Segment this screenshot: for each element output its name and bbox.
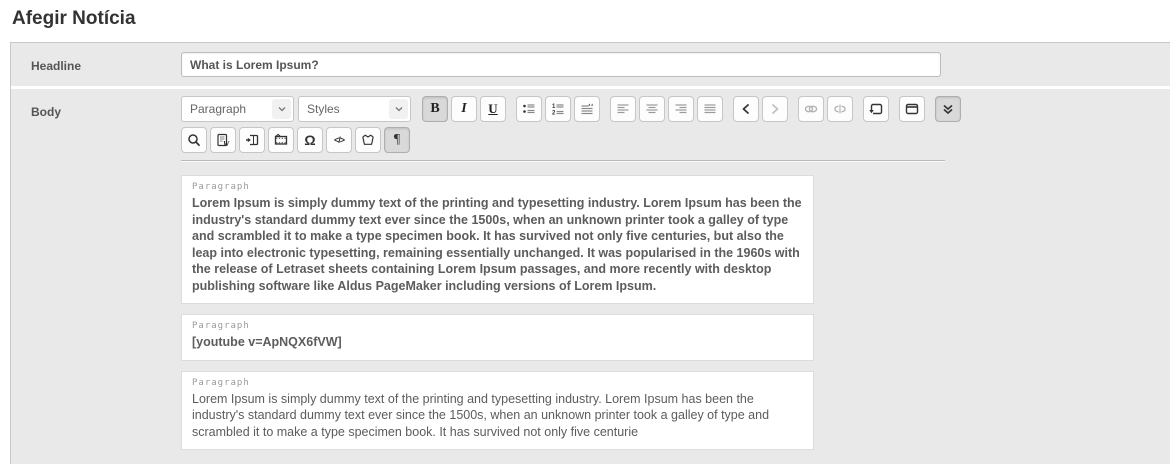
undo-icon bbox=[738, 101, 754, 117]
block-type-label: Paragraph bbox=[192, 321, 250, 331]
svg-text:1: 1 bbox=[552, 104, 556, 110]
headline-label: Headline bbox=[31, 59, 82, 73]
redo-icon bbox=[767, 101, 783, 117]
italic-button[interactable] bbox=[451, 96, 477, 122]
align-left-icon bbox=[615, 101, 631, 117]
cleanup-tub-icon bbox=[360, 132, 376, 148]
blockquote-button[interactable] bbox=[574, 96, 600, 122]
embed-button[interactable] bbox=[863, 96, 889, 122]
insert-media-button[interactable] bbox=[268, 127, 294, 153]
bold-button[interactable] bbox=[422, 96, 448, 122]
cleanup-button[interactable] bbox=[355, 127, 381, 153]
numbered-list-icon bbox=[550, 101, 566, 117]
chevron-down-icon bbox=[389, 99, 408, 119]
toolbar-divider bbox=[181, 160, 945, 162]
fullscreen-button[interactable] bbox=[899, 96, 925, 122]
unlink-button[interactable] bbox=[827, 96, 853, 122]
align-justify-button[interactable] bbox=[697, 96, 723, 122]
insert-image-button[interactable] bbox=[239, 127, 265, 153]
unlink-icon bbox=[832, 101, 848, 117]
paragraph-text[interactable]: [youtube v=ApNQX6fVW] bbox=[192, 335, 342, 349]
numbered-list-button[interactable] bbox=[545, 96, 571, 122]
redo-button[interactable] bbox=[762, 96, 788, 122]
paste-word-button[interactable] bbox=[210, 127, 236, 153]
paragraph-block[interactable] bbox=[181, 314, 814, 361]
chevron-down-icon bbox=[272, 99, 291, 119]
styles-select[interactable] bbox=[298, 96, 411, 122]
link-button[interactable] bbox=[798, 96, 824, 122]
format-select[interactable] bbox=[181, 96, 294, 122]
visual-blocks-button[interactable] bbox=[384, 127, 410, 153]
search-button[interactable] bbox=[181, 127, 207, 153]
page-title: Afegir Notícia bbox=[12, 8, 136, 29]
double-chevron-down-icon bbox=[940, 101, 956, 117]
body-row bbox=[11, 89, 1170, 464]
headline-input[interactable] bbox=[181, 52, 941, 77]
align-left-button[interactable] bbox=[610, 96, 636, 122]
bullet-list-icon bbox=[521, 101, 537, 117]
add-news-form bbox=[10, 42, 1170, 464]
styles-select-value: Styles bbox=[307, 102, 340, 116]
media-filmstrip-icon bbox=[273, 132, 289, 148]
omega-icon: Ω bbox=[304, 132, 316, 148]
block-type-label: Paragraph bbox=[192, 182, 250, 192]
window-icon bbox=[904, 101, 920, 117]
paragraph-block[interactable] bbox=[181, 175, 814, 304]
underline-button[interactable] bbox=[480, 96, 506, 122]
undo-button[interactable] bbox=[733, 96, 759, 122]
link-icon bbox=[803, 101, 819, 117]
pilcrow-icon: ¶ bbox=[393, 132, 401, 147]
blockquote-icon bbox=[579, 101, 595, 117]
align-right-button[interactable] bbox=[668, 96, 694, 122]
source-code-button[interactable] bbox=[326, 127, 352, 153]
editor-content-area[interactable] bbox=[181, 175, 1154, 450]
paragraph-text[interactable]: Lorem Ipsum is simply dummy text of the printing and typesetting industry. Lorem Ipsum has been the industry's standard dummy text ever since the 1500s, when an unknown printer took a galley of type and scrambled it to make a type specimen book. It has survived not only five centuries, but also the leap into electronic typesetting, remaining essentially unchanged. It was popularised in the 1960s with the release of Letraset sheets containing Lorem Ipsum passages, and more recently with desktop publishing software like Aldus PageMaker including versions of Lorem Ipsum. bbox=[192, 196, 802, 293]
underline-icon: U bbox=[488, 101, 498, 116]
block-type-label: Paragraph bbox=[192, 377, 250, 388]
svg-text:W: W bbox=[223, 140, 230, 148]
bullet-list-button[interactable] bbox=[516, 96, 542, 122]
format-select-value: Paragraph bbox=[190, 102, 247, 116]
paste-from-word-icon bbox=[215, 132, 231, 148]
svg-text:2: 2 bbox=[552, 110, 556, 117]
editor-toolbar-row-2 bbox=[181, 127, 1154, 153]
body-label: Body bbox=[31, 105, 61, 119]
headline-row bbox=[11, 43, 1170, 86]
toggle-toolbar-button[interactable] bbox=[935, 96, 961, 122]
insert-image-icon bbox=[244, 132, 260, 148]
bold-icon: B bbox=[430, 101, 440, 116]
code-icon: </> bbox=[333, 135, 344, 145]
align-justify-icon bbox=[702, 101, 718, 117]
embed-icon bbox=[868, 101, 884, 117]
align-right-icon bbox=[673, 101, 689, 117]
align-center-button[interactable] bbox=[639, 96, 665, 122]
editor-toolbar-row-1 bbox=[181, 96, 1154, 122]
paragraph-text[interactable]: Lorem Ipsum is simply dummy text of the printing and typesetting industry. Lorem Ipsum has been the industry's standard dummy text ever since the 1500s, when an unknown printer took a galley of type and scrambled it to make a type specimen book. It has survived not only five centurie bbox=[192, 391, 770, 439]
rich-text-editor bbox=[181, 96, 1154, 460]
align-center-icon bbox=[644, 101, 660, 117]
paragraph-block[interactable] bbox=[181, 371, 814, 451]
italic-icon: I bbox=[461, 101, 467, 116]
search-icon bbox=[186, 132, 202, 148]
special-char-button[interactable] bbox=[297, 127, 323, 153]
